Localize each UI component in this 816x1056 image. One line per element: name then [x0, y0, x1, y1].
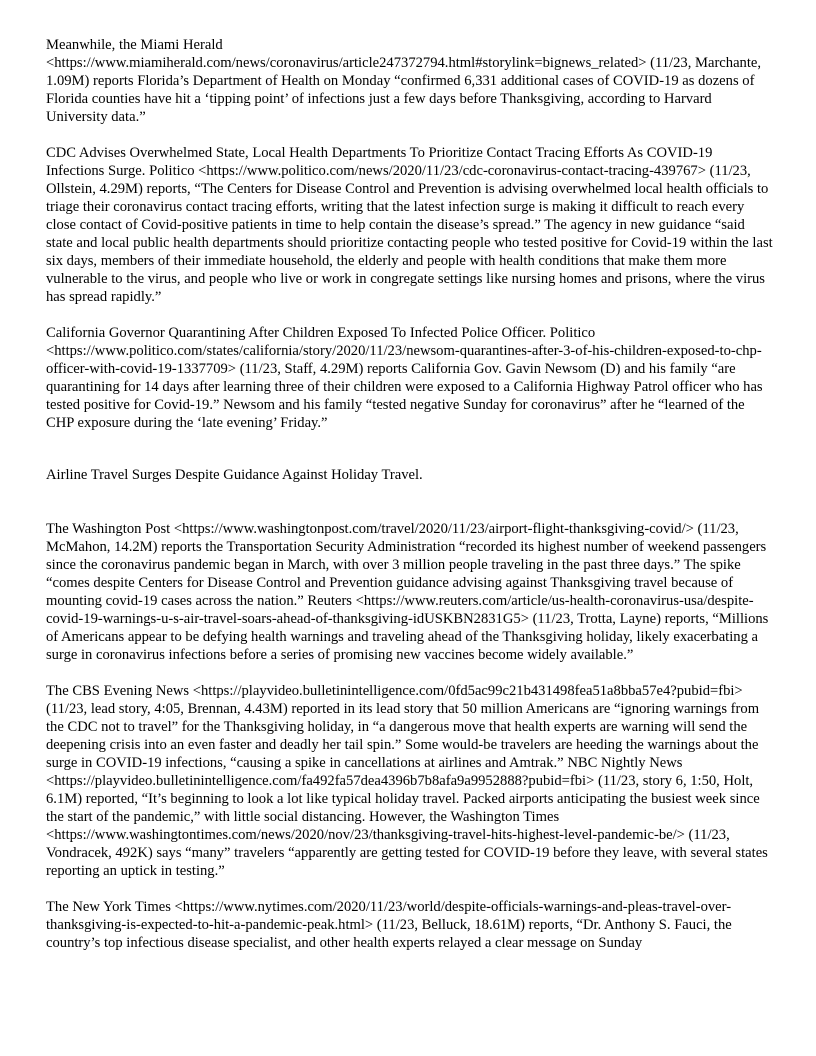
- document-page: [46, 36, 774, 970]
- paragraph-washington-post: The Washington Post <https://www.washingtonpost.com/travel/2020/11/23/airport-flight-thanksgiving-covid/> (11/23, McMahon, 14.2M) reports the Transportation Security Administration “recorded its highest number of weekend passengers since the coronavirus pandemic began in March, with over 3 million people traveling in the past three days.” The spike “comes despite Centers for Disease Control and Prevention guidance advising against Thanksgiving travel because of mounting covid-19 cases across the nation.” Reuters <https://www.reuters.com/article/us-health-coronavirus-usa/despite-covid-19-warnings-u-s-air-travel-soars-ahead-of-thanksgiving-idUSKBN2831G5> (11/23, Trotta, Layne) reports, “Millions of Americans appear to be defying health warnings and traveling ahead of the Thanksgiving holiday, likely exacerbating a surge in coronavirus infections before a series of promising new vaccines become widely available.”: [46, 521, 769, 663]
- section-heading-airline-travel: Airline Travel Surges Despite Guidance Against Holiday Travel.: [46, 467, 423, 483]
- paragraph-cdc-contact-tracing: CDC Advises Overwhelmed State, Local Health Departments To Prioritize Contact Tracing Efforts As COVID-19 Infections Surge. Politico <https://www.politico.com/news/2020/11/23/cdc-coronavirus-contact-tracing-439767> (11/23, Ollstein, 4.29M) reports, “The Centers for Disease Control and Prevention is advising overwhelmed local health officials to triage their coronavirus contact tracing efforts, writing that the latest infection surge is making it difficult to reach every close contact of Covid-positive patients in time to help contain the disease’s spread.” The agency in new guidance “said state and local public health departments should prioritize contacting people who tested positive for Covid-19 within the last six days, members of their immediate household, the elderly and people with health conditions that make them more vulnerable to the virus, and people who live or work in congregate settings like nursing homes and prisons, where the virus has spread rapidly.”: [46, 145, 773, 305]
- paragraph-cbs-evening-news: The CBS Evening News <https://playvideo.bulletinintelligence.com/0fd5ac99c21b431498fea51a8bba57e4?pubid=fbi> (11/23, lead story, 4:05, Brennan, 4.43M) reported in its lead story that 50 million Americans are “ignoring warnings from the CDC not to travel” for the Thanksgiving holiday, in “a dangerous move that health experts are warning will send the deepening crisis into an even faster and deadly her tail spin.” Some would-be travelers are heeding the warnings about the surge in COVID-19 infections, “causing a spike in cancellations at airlines and Amtrak.” NBC Nightly News <https://playvideo.bulletinintelligence.com/fa492fa57dea4396b7b8afa9a9952888?pubid=fbi> (11/23, story 6, 1:50, Holt, 6.1M) reported, “It’s beginning to look a lot like typical holiday travel. Packed airports anticipating the busiest week since the start of the pandemic,” with little social distancing. However, the Washington Times <https://www.washingtontimes.com/news/2020/nov/23/thanksgiving-travel-hits-highest-level-pandemic-be/> (11/23, Vondracek, 492K) says “many” travelers “apparently are getting tested for COVID-19 before they leave, with several states reporting an uptick in testing.”: [46, 683, 768, 879]
- paragraph-new-york-times: The New York Times <https://www.nytimes.com/2020/11/23/world/despite-officials-warnings-and-pleas-travel-over-thanksgiving-is-expected-to-hit-a-pandemic-peak.html> (11/23, Belluck, 18.61M) reports, “Dr. Anthony S. Fauci, the country’s top infectious disease specialist, and other health experts relayed a clear message on Sunday: [46, 899, 732, 951]
- paragraph-miami-herald: Meanwhile, the Miami Herald <https://www.miamiherald.com/news/coronavirus/article247372794.html#storylink=bignews_related> (11/23, Marchante, 1.09M) reports Florida’s Department of Health on Monday “confirmed 6,331 additional cases of COVID-19 as dozens of Florida counties have hit a ‘tipping point’ of infections just a few days before Thanksgiving, according to Harvard University data.”: [46, 37, 762, 125]
- paragraph-california-governor: California Governor Quarantining After Children Exposed To Infected Police Officer. Politico <https://www.politico.com/states/california/story/2020/11/23/newsom-quarantines-after-3-of-his-children-exposed-to-chp-officer-with-covid-19-1337709> (11/23, Staff, 4.29M) reports California Gov. Gavin Newsom (D) and his family “are quarantining for 14 days after learning three of their children were exposed to a California Highway Patrol officer who has tested positive for Covid-19.” Newsom and his family “tested negative Sunday for coronavirus” after he “learned of the CHP exposure during the ‘late evening’ Friday.”: [46, 325, 763, 431]
